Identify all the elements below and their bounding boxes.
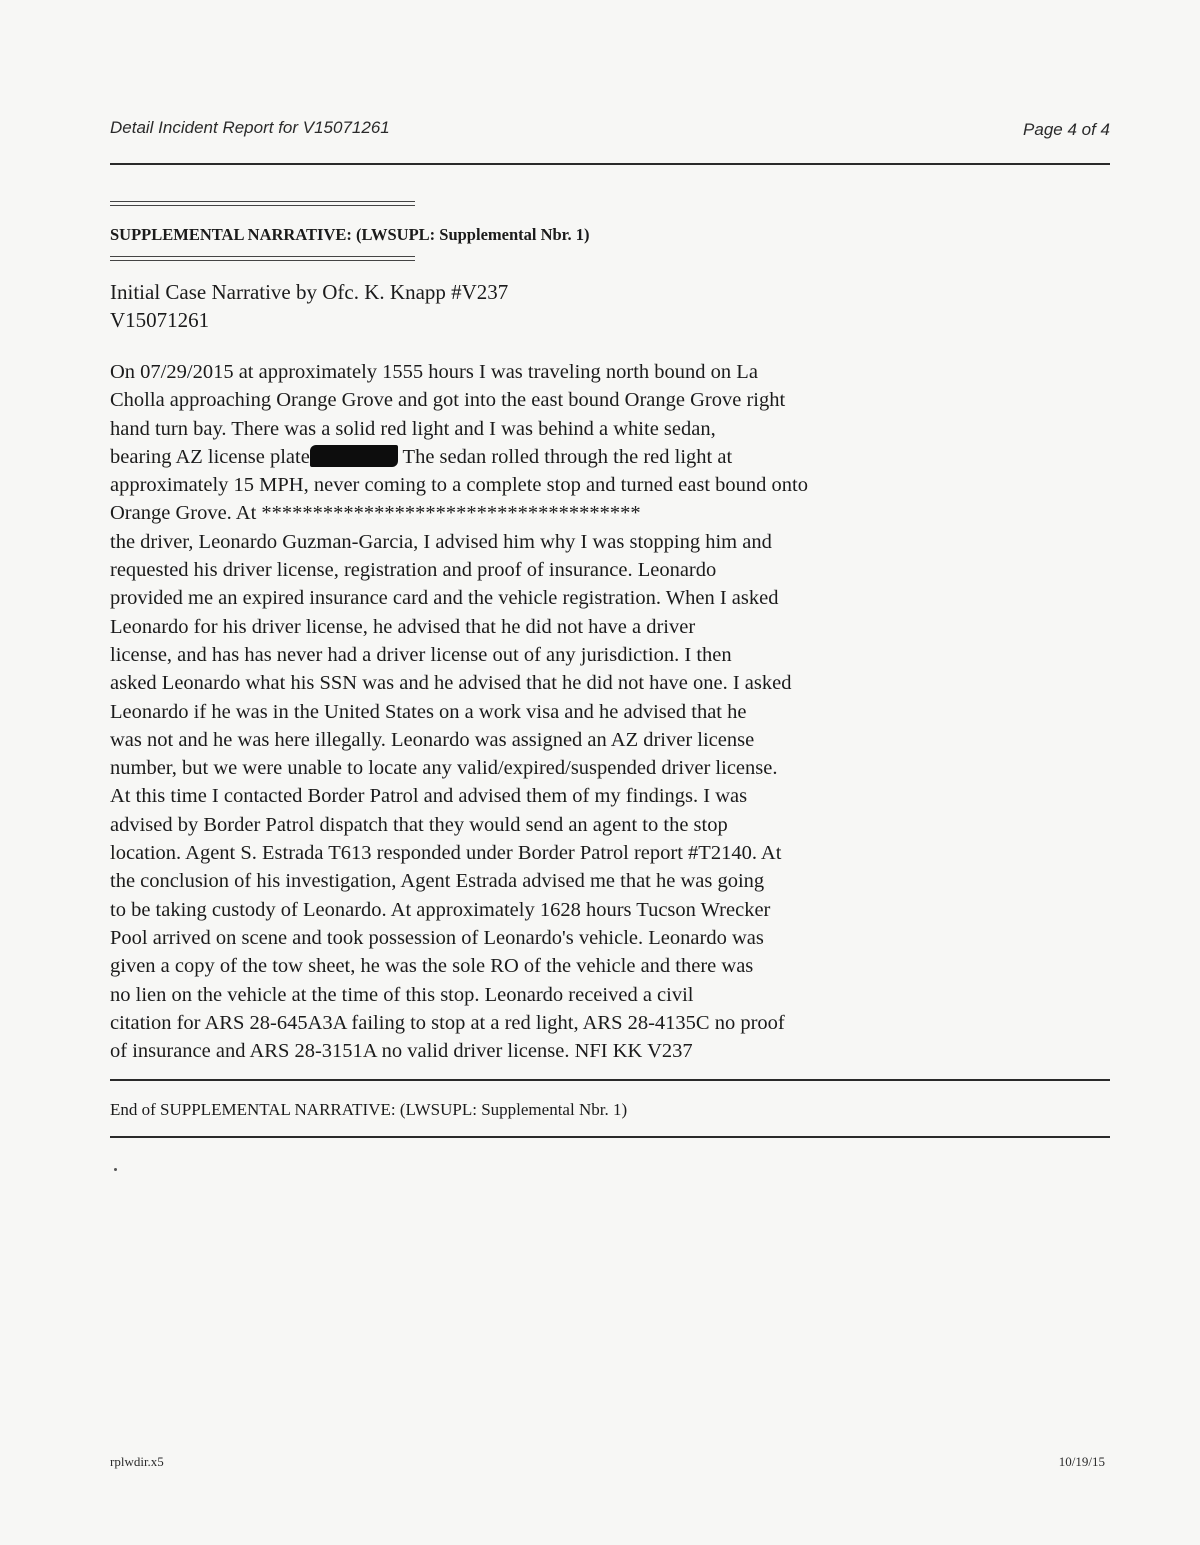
report-title: Detail Incident Report for V15071261 [110, 118, 390, 137]
narrative-line: Orange Grove. At ************************************* [110, 502, 641, 525]
narrative-line: citation for ARS 28-645A3A failing to stop at a red light, ARS 28-4135C no proof [110, 1011, 785, 1034]
narrative-line: Leonardo for his driver license, he advised that he did not have a driver [110, 615, 696, 638]
narrative-line: license, and has has never had a driver license out of any jurisdiction. I then [110, 643, 732, 666]
header-rule [110, 163, 1110, 165]
narrative-line: Cholla approaching Orange Grove and got into the east bound Orange Grove right [110, 389, 786, 412]
narrative-text: bearing AZ license plate [110, 445, 310, 468]
narrative-line: hand turn bay. There was a solid red light and I was behind a white sedan, [110, 417, 716, 440]
end-section-rule [110, 1136, 1110, 1138]
narrative-line: the conclusion of his investigation, Agent Estrada advised me that he was going [110, 870, 765, 893]
narrative-line: was not and he was here illegally. Leonardo was assigned an AZ driver license [110, 728, 755, 751]
section-heading: SUPPLEMENTAL NARRATIVE: (LWSUPL: Supplemental Nbr. 1) [110, 225, 590, 244]
narrative-line: asked Leonardo what his SSN was and he advised that he did not have one. I asked [110, 672, 792, 695]
footer-date: 10/19/15 [1058, 1454, 1105, 1469]
narrative-line: the driver, Leonardo Guzman-Garcia, I advised him why I was stopping him and [110, 530, 772, 553]
case-narrative-author: Initial Case Narrative by Ofc. K. Knapp #V237 [110, 280, 509, 304]
section-top-double-rule [110, 201, 415, 206]
narrative-line-with-redaction [110, 443, 1110, 471]
narrative-end-rule [110, 1079, 1110, 1081]
narrative-line: approximately 15 MPH, never coming to a complete stop and turned east bound onto [110, 474, 808, 497]
narrative-line: to be taking custody of Leonardo. At approximately 1628 hours Tucson Wrecker [110, 898, 771, 921]
narrative-text: The sedan rolled through the red light at [397, 445, 733, 468]
narrative-line: advised by Border Patrol dispatch that they would send an agent to the stop [110, 813, 728, 836]
narrative-line: given a copy of the tow sheet, he was the sole RO of the vehicle and there was [110, 955, 754, 978]
narrative-line: of insurance and ARS 28-3151A no valid driver license. NFI KK V237 [110, 1040, 693, 1063]
narrative-line: location. Agent S. Estrada T613 responded under Border Patrol report #T2140. At [110, 842, 782, 865]
narrative-line: On 07/29/2015 at approximately 1555 hours I was traveling north bound on La [110, 361, 758, 383]
end-of-narrative-text: End of SUPPLEMENTAL NARRATIVE: (LWSUPL: Supplemental Nbr. 1) [110, 1100, 628, 1119]
narrative-line: At this time I contacted Border Patrol and advised them of my findings. I was [110, 785, 748, 808]
page-number: Page 4 of 4 [1023, 120, 1110, 139]
narrative-line: provided me an expired insurance card and the vehicle registration. When I asked [110, 587, 779, 610]
narrative-line: Leonardo if he was in the United States on a work visa and he advised that he [110, 700, 747, 723]
redaction-block [310, 445, 398, 467]
section-bottom-double-rule [110, 256, 415, 261]
narrative-line: no lien on the vehicle at the time of this stop. Leonardo received a civil [110, 983, 694, 1006]
narrative-line: requested his driver license, registration and proof of insurance. Leonardo [110, 559, 717, 582]
stray-mark [114, 1168, 117, 1171]
narrative-line: Pool arrived on scene and took possession of Leonardo's vehicle. Leonardo was [110, 926, 764, 949]
narrative-line: number, but we were unable to locate any valid/expired/suspended driver license. [110, 757, 778, 780]
case-number: V15071261 [110, 308, 210, 332]
footer-report-id: rplwdir.x5 [110, 1454, 164, 1469]
narrative-body [110, 358, 1110, 1065]
